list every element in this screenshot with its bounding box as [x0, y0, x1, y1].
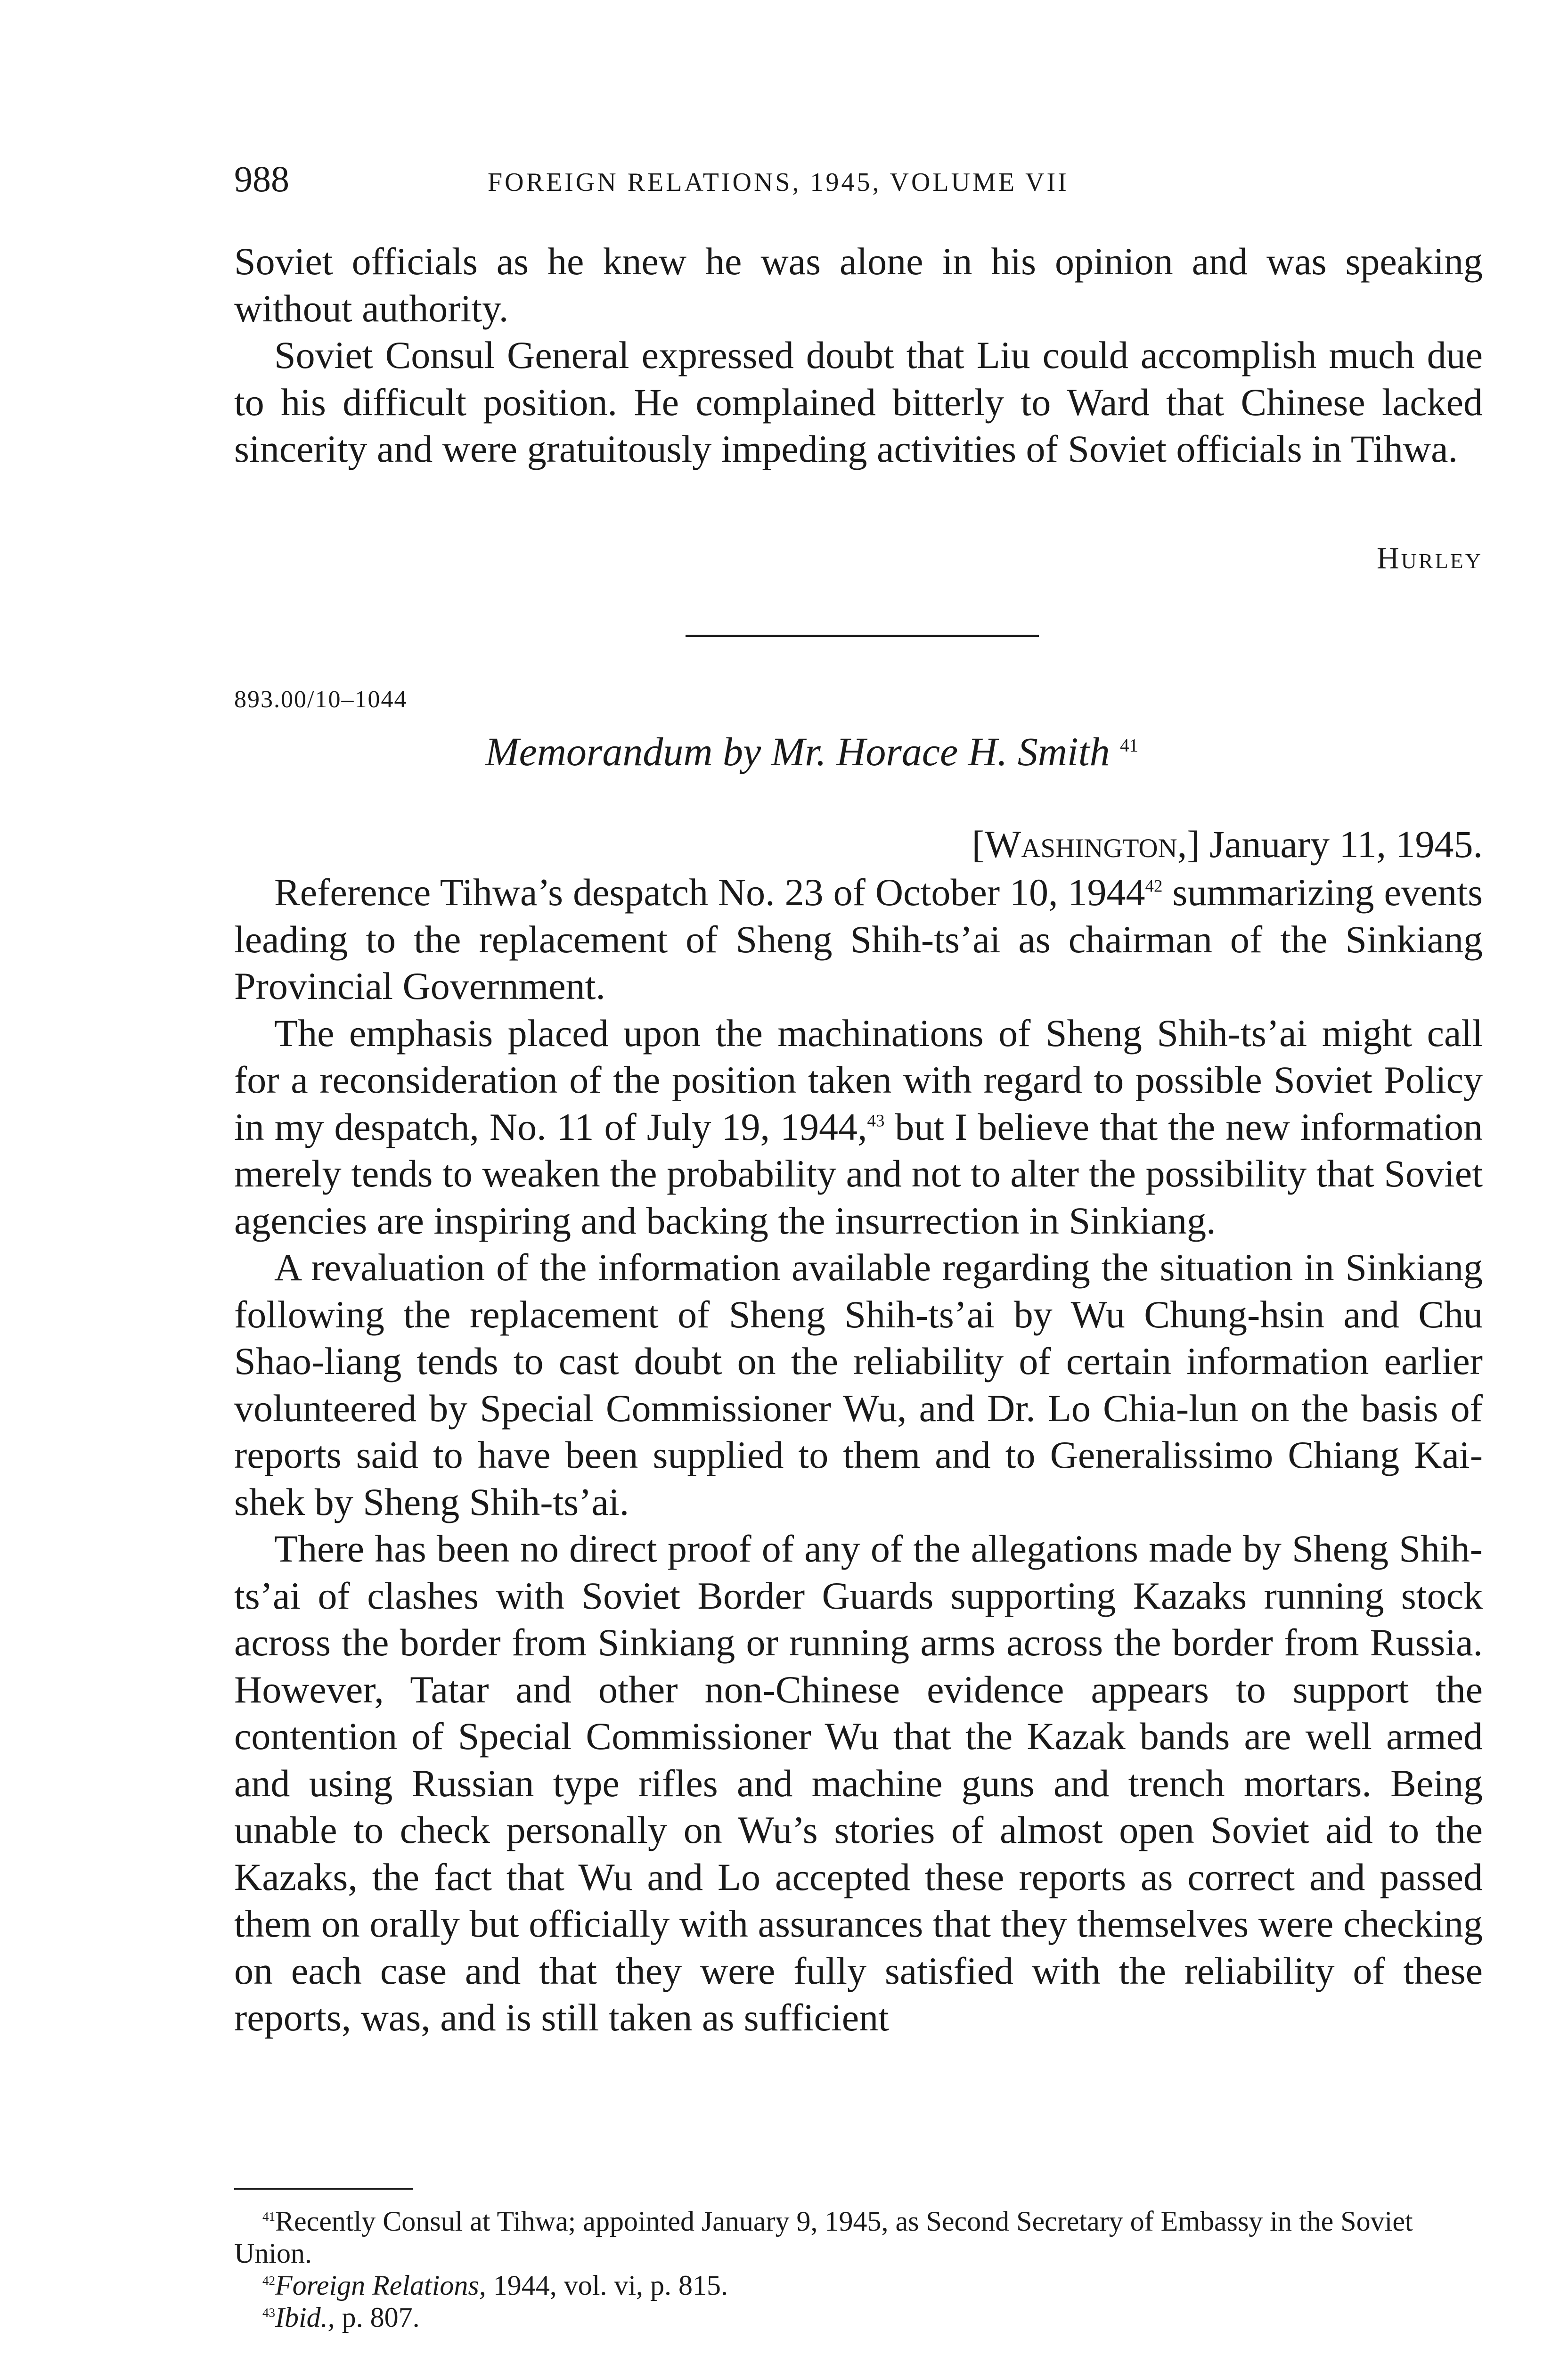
page-number: 988: [234, 158, 289, 199]
footnote-ref: 43: [867, 1111, 885, 1130]
section-divider: [686, 635, 1039, 637]
dateline: [972, 821, 1483, 868]
footnote: [234, 2205, 1483, 2269]
paragraph-text: The emphasis placed upon the machinations of Sheng Shih-ts’ai might call for a reconsideration of the position taken with regard to possible Soviet Policy in my despatch, No. 11 of July 19, 1944,: [234, 1011, 1483, 1148]
footnote-text: 1944, vol. vi, p. 815.: [486, 2270, 728, 2301]
footnote-ref: 41: [1120, 736, 1138, 756]
document-title: [485, 726, 1138, 777]
dateline-place: [Washington,]: [972, 823, 1200, 866]
footnote-number: 43: [262, 2306, 275, 2320]
paragraph-continuation: Soviet officials as he knew he was alone in his opinion and was speaking without authority.: [234, 240, 1483, 330]
dateline-date: January 11, 1945.: [1209, 823, 1483, 866]
footnote-number: 42: [262, 2274, 275, 2288]
footnote: [234, 2269, 1483, 2301]
running-head: FOREIGN RELATIONS, 1945, VOLUME VII: [488, 168, 1069, 197]
footnote-citation: Foreign Relations,: [275, 2270, 486, 2301]
paragraph: [234, 869, 1483, 1010]
paragraph-text: summarizing events leading to the replacement of Sheng Shih-ts’ai as chairman of the Sinkiang Provincial Government.: [234, 871, 1483, 1007]
memorandum-body: [234, 869, 1483, 2041]
paragraph: A revaluation of the information available regarding the situation in Sinkiang following the replacement of Sheng Shih-ts’ai by Wu Chung-hsin and Chu Shao-liang tends to cast doubt on the reliability of certain information earlier volunteered by Special Commissioner Wu, and Dr. Lo Chia-lun on the basis of reports said to have been supplied to them and to Generalissimo Chiang Kai-shek by Sheng Shih-ts’ai.: [234, 1246, 1483, 1523]
footnote: [234, 2301, 1483, 2333]
footnote-citation: Ibid.,: [275, 2302, 335, 2333]
footnote-ref: 42: [1145, 876, 1163, 896]
paragraph: There has been no direct proof of any of the allegations made by Sheng Shih-ts’ai of clashes with Soviet Border Guards supporting Kazaks running stock across the border from Sinkiang or running arms across the border from Russia. However, Tatar and other non-Chinese evidence appears to support the contention of Special Commissioner Wu that the Kazak bands are well armed and using Russian type rifles and machine guns and trench mortars. Being unable to check personally on Wu’s stories of almost open Soviet aid to the Kazaks, the fact that Wu and Lo accepted these reports as correct and passed them on orally but officially with assurances that they themselves were checking on each case and that they were fully satisfied with the reliability of these reports, was, and is still taken as sufficient: [234, 1527, 1483, 2039]
paragraph: Soviet Consul General expressed doubt that Liu could accomplish much due to his difficult position. He complained bitterly to Ward that Chinese lacked sincerity and were gratuitously impeding activities of Soviet officials in Tihwa.: [234, 334, 1483, 470]
footnote-number: 41: [262, 2209, 275, 2224]
previous-document-text: [234, 238, 1483, 473]
footnotes: [234, 2205, 1483, 2333]
paragraph-text: but I believe that the new information merely tends to weaken the probability and not to alter the possibility that Soviet agencies are inspiring and backing the insurrection in Sinkiang.: [234, 1105, 1483, 1242]
file-number: 893.00/10–1044: [234, 686, 408, 713]
paragraph-text: Reference Tihwa’s despatch No. 23 of October 10, 1944: [274, 871, 1145, 914]
document-title-text: Memorandum by Mr. Horace H. Smith: [485, 729, 1110, 774]
page-header: [234, 155, 1483, 207]
signature: Hurley: [1377, 541, 1483, 575]
paragraph: [234, 1010, 1483, 1244]
footnote-text: p. 807.: [335, 2302, 420, 2333]
footnote-text: Recently Consul at Tihwa; appointed January 9, 1945, as Second Secretary of Embassy in the Soviet Union.: [234, 2206, 1413, 2269]
footnote-divider: [234, 2188, 413, 2190]
